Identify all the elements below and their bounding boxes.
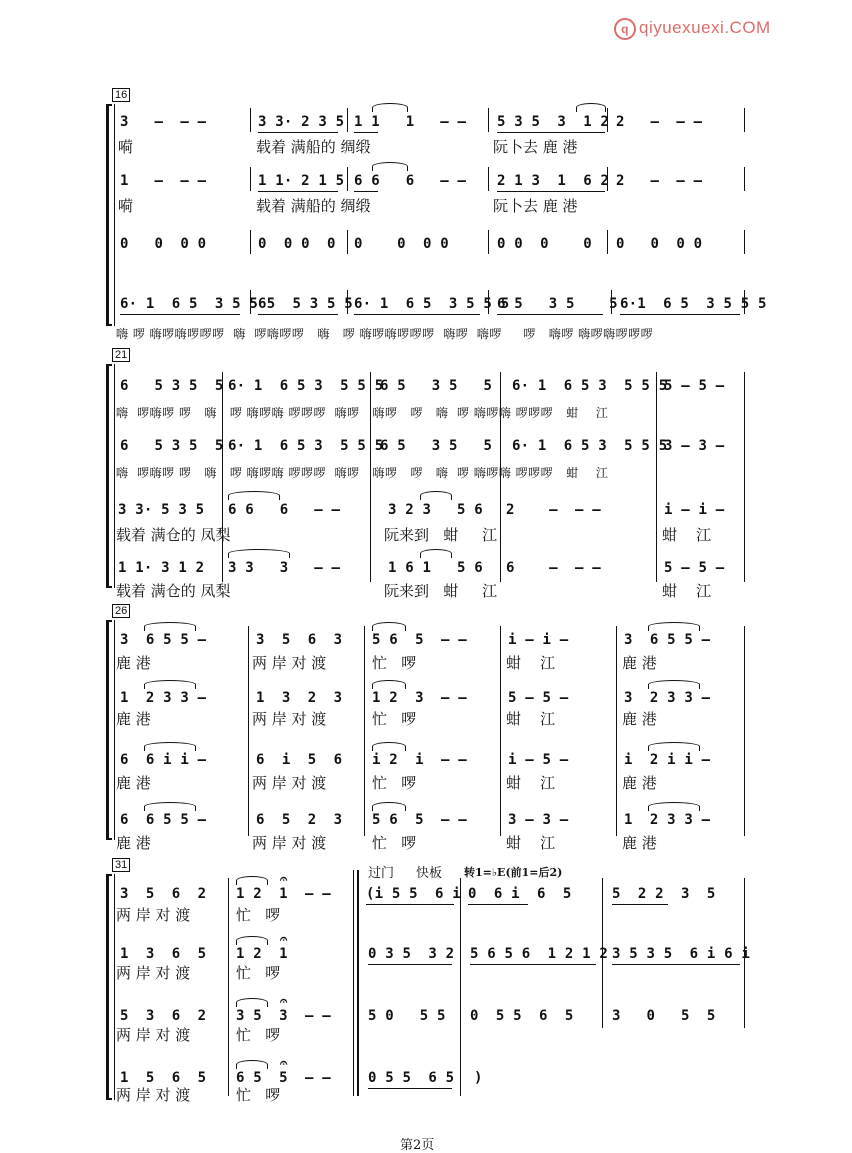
tie xyxy=(144,802,196,811)
lyric: 蚶 江 xyxy=(506,654,556,672)
notes: 1 3 6 5 xyxy=(120,946,207,962)
tie xyxy=(236,998,268,1007)
beam xyxy=(470,964,596,965)
notes: 5 2 2 3 5 xyxy=(612,886,716,902)
fermata-icon: 𝄐 xyxy=(280,1056,288,1071)
notes: 6 5 2 3 xyxy=(256,812,343,828)
lyric: 蚶 江 xyxy=(506,774,556,792)
notes: 5 6 5 – – xyxy=(372,632,467,648)
notes: 6· 1 6 5 3 5 5 5 xyxy=(512,378,668,394)
tie xyxy=(144,742,196,751)
lyric: 鹿 港 xyxy=(116,774,151,792)
lyric: 鹿 港 xyxy=(116,834,151,852)
barline xyxy=(488,108,489,132)
tie xyxy=(648,742,700,751)
measure-number: 21 xyxy=(112,348,130,362)
notes: 3 5 6 3 xyxy=(256,632,343,648)
barline xyxy=(347,290,348,314)
beam xyxy=(497,191,605,192)
lyric: 两 岸 对 渡 xyxy=(252,654,327,672)
lyric: 阮来到 蚶 江 xyxy=(384,526,498,544)
barline xyxy=(744,290,745,314)
notes: 6 5 3 5 5 xyxy=(258,296,353,312)
notes: 6 5 3 5 5 xyxy=(380,438,493,454)
notes: 0 5 5 6 5 xyxy=(368,1070,455,1086)
notes: 2 – – – xyxy=(506,502,601,518)
lyric: 嗬 xyxy=(118,197,134,215)
barline xyxy=(488,230,489,254)
barline xyxy=(248,626,249,836)
notes: 3 3· 5 3 5 xyxy=(118,502,205,518)
measure-number: 31 xyxy=(112,858,130,872)
barline xyxy=(607,230,608,254)
fermata-icon: 𝄐 xyxy=(280,932,288,947)
system-bracket xyxy=(106,620,113,840)
notes: 0 0 0 0 xyxy=(354,236,449,252)
beam xyxy=(612,964,740,965)
lyric: 嗨 啰嗨啰 啰 嗨 啰 嗨啰嗨 啰啰啰 嗨啰 嗨啰 啰 嗨 啰 嗨啰嗨 啰啰啰 蚶 江 xyxy=(116,406,609,420)
notes: 6 – – – xyxy=(506,560,601,576)
notes: 5 3 6 2 xyxy=(120,1008,207,1024)
notes: 5 6 5 6 1 2 1 2 xyxy=(470,946,609,962)
notes: i – i – xyxy=(508,632,569,648)
notes: 1 1 1 – – xyxy=(354,114,467,130)
notes: 0 0 0 0 xyxy=(497,236,592,252)
notes: 6· 1 6 5 3 5 5 5 xyxy=(228,438,384,454)
tie xyxy=(372,103,408,112)
notes: 2 1 3 1 6 2 xyxy=(497,173,610,189)
notes: 1 2 1 xyxy=(236,946,288,962)
key-change-label: 转1=♭E(前1=后2) xyxy=(464,866,563,879)
lyric: 忙 啰 xyxy=(236,1026,281,1044)
system-bracket xyxy=(106,104,113,326)
tie xyxy=(576,103,606,112)
tie xyxy=(648,802,700,811)
tie xyxy=(372,162,408,171)
lyric: 蚶 江 xyxy=(506,834,556,852)
notes: 3 5 3 5 6 i 6 i xyxy=(612,946,751,962)
notes: 3 0 5 5 xyxy=(612,1008,716,1024)
barline xyxy=(744,230,745,254)
lyric: 蚶 江 xyxy=(662,526,712,544)
beam xyxy=(120,314,240,315)
notes: 0 6 i 6 5 xyxy=(468,886,572,902)
notes: 6·1 6 5 3 5 5 5 xyxy=(620,296,767,312)
lyric: 两 岸 对 渡 xyxy=(116,1026,191,1044)
barline xyxy=(602,878,603,1028)
lyric: 两 岸 对 渡 xyxy=(116,964,191,982)
barline xyxy=(500,372,501,582)
barline xyxy=(744,167,745,191)
measure-number: 16 xyxy=(112,88,130,102)
lyric: 嗨 啰 嗨啰嗨啰啰啰 嗨 啰嗨啰啰 嗨 啰 嗨啰嗨啰啰啰 嗨啰 嗨啰 啰 嗨啰 嗨啰嗨啰啰啰 xyxy=(116,327,654,341)
barline xyxy=(228,878,229,1096)
notes: 5 3 5 3 1 2 xyxy=(497,114,610,130)
notes: 6 6 6 – – xyxy=(228,502,341,518)
notes: 6 5 3 5 5 xyxy=(380,378,493,394)
lyric: 载着 满船的 绸缎 xyxy=(256,138,371,156)
tie xyxy=(144,680,196,689)
system-bracket xyxy=(106,364,113,588)
tie xyxy=(144,622,196,631)
notes: i – i – xyxy=(664,502,725,518)
barline xyxy=(364,626,365,836)
fermata-icon: 𝄐 xyxy=(280,872,288,887)
beam xyxy=(354,314,480,315)
notes: i 2 i – – xyxy=(372,752,467,768)
notes: (i 5 5 6 i xyxy=(366,886,461,902)
notes: 6 5 5 – – xyxy=(236,1070,331,1086)
notes: 2 – – – xyxy=(616,173,703,189)
notes: 6· 1 6 5 3 5 5 5 xyxy=(228,378,384,394)
notes: 6 i 5 6 xyxy=(256,752,343,768)
notes: 1 2 3 – – xyxy=(372,690,467,706)
barline xyxy=(611,290,612,314)
lyric: 嗨 啰嗨啰 啰 嗨 啰 嗨啰嗨 啰啰啰 嗨啰 嗨啰 啰 嗨 啰 嗨啰嗨 啰啰啰 蚶 江 xyxy=(116,466,609,480)
notes: 3 6 5 5 – xyxy=(120,632,207,648)
fermata-icon: 𝄐 xyxy=(280,994,288,1009)
tempo-label: 快板 xyxy=(416,866,443,881)
notes: 0 0 0 0 xyxy=(616,236,703,252)
notes: 1 1· 3 1 2 xyxy=(118,560,205,576)
barline xyxy=(744,626,745,836)
notes: 0 0 0 0 xyxy=(258,236,336,252)
notes: 3 2 3 5 6 xyxy=(388,502,483,518)
barline xyxy=(607,108,608,132)
barline xyxy=(488,167,489,191)
barline xyxy=(616,626,617,836)
notes: 3 – 3 – xyxy=(664,438,725,454)
q-logo-icon: q xyxy=(614,18,636,40)
notes: 3 – – – xyxy=(120,114,207,130)
notes: 1 5 6 5 xyxy=(120,1070,207,1086)
tie xyxy=(236,876,268,885)
notes: 6 5 3 5 5 xyxy=(120,378,224,394)
system-barline xyxy=(114,104,115,326)
barline xyxy=(347,108,348,132)
lyric: 鹿 港 xyxy=(116,710,151,728)
notes: 5 – 5 – xyxy=(664,378,725,394)
lyric: 两 岸 对 渡 xyxy=(252,774,327,792)
lyric: 阮卜去 鹿 港 xyxy=(493,138,578,156)
barline xyxy=(347,167,348,191)
barline xyxy=(488,290,489,314)
lyric: 嗬 xyxy=(118,138,134,156)
lyric: 蚶 江 xyxy=(506,710,556,728)
barline xyxy=(656,372,657,582)
notes: 6 6 5 5 – xyxy=(120,812,207,828)
notes: 5 0 5 5 xyxy=(368,1008,446,1024)
barline xyxy=(347,230,348,254)
notes: 0 5 5 6 5 xyxy=(470,1008,574,1024)
lyric: 忙 啰 xyxy=(236,906,281,924)
notes: 0 0 0 0 xyxy=(120,236,207,252)
lyric: 两 岸 对 渡 xyxy=(116,906,191,924)
tie xyxy=(420,549,452,558)
tie xyxy=(648,622,700,631)
notes: 5 6 5 – – xyxy=(372,812,467,828)
notes: 3 3 3 – – xyxy=(228,560,341,576)
notes: 0 3 5 3 2 xyxy=(368,946,455,962)
system-barline xyxy=(114,364,115,588)
lyric: 鹿 港 xyxy=(622,654,657,672)
notes: 6· 1 6 5 3 5 5 5 xyxy=(120,296,276,312)
beam xyxy=(258,314,338,315)
lyric: 忙 啰 xyxy=(236,964,281,982)
beam xyxy=(366,904,454,905)
lyric: 忙 啰 xyxy=(372,654,417,672)
notes: 3 3· 2 3 5 xyxy=(258,114,345,130)
notes: 6 6 i i – xyxy=(120,752,207,768)
notes: 1 2 1 – – xyxy=(236,886,331,902)
notes: ) xyxy=(474,1070,483,1086)
notes: 6 5 3 5 5 xyxy=(497,296,618,312)
tie xyxy=(228,549,290,558)
lyric: 忙 啰 xyxy=(372,710,417,728)
tie xyxy=(236,1060,268,1069)
tie xyxy=(648,680,700,689)
notes: 1 3 2 3 xyxy=(256,690,343,706)
beam xyxy=(497,132,605,133)
beam xyxy=(258,191,338,192)
lyric: 两 岸 对 渡 xyxy=(116,1086,191,1104)
notes: i – 5 – xyxy=(508,752,569,768)
notes: 3 2 3 3 – xyxy=(624,690,711,706)
beam xyxy=(620,314,740,315)
barline xyxy=(370,372,371,582)
notes: 6 6 6 – – xyxy=(354,173,467,189)
lyric: 两 岸 对 渡 xyxy=(252,710,327,728)
notes: 1 – – – xyxy=(120,173,207,189)
notes: 6· 1 6 5 3 5 5 5 xyxy=(512,438,668,454)
barline xyxy=(250,108,251,132)
measure-number: 26 xyxy=(112,604,130,618)
lyric: 载着 满仓的 凤梨 xyxy=(116,526,231,544)
system-barline xyxy=(114,620,115,840)
beam xyxy=(497,314,603,315)
double-barline xyxy=(357,870,359,1096)
lyric: 载着 满船的 绸缎 xyxy=(256,197,371,215)
beam xyxy=(368,964,452,965)
lyric: 载着 满仓的 凤梨 xyxy=(116,582,231,600)
tie xyxy=(372,622,406,631)
tie xyxy=(228,491,280,500)
notes: 1 2 3 3 – xyxy=(624,812,711,828)
notes: 3 5 3 – – xyxy=(236,1008,331,1024)
notes: 3 – 3 – xyxy=(508,812,569,828)
barline xyxy=(500,626,501,836)
notes: 3 6 5 5 – xyxy=(624,632,711,648)
notes: 5 – 5 – xyxy=(664,560,725,576)
barline xyxy=(744,372,745,582)
lyric: 阮卜去 鹿 港 xyxy=(493,197,578,215)
tie xyxy=(372,742,406,751)
barline xyxy=(460,878,461,1096)
barline xyxy=(607,167,608,191)
notes: i 2 i i – xyxy=(624,752,711,768)
barline xyxy=(250,230,251,254)
barline xyxy=(250,167,251,191)
notes: 3 5 6 2 xyxy=(120,886,207,902)
beam xyxy=(354,191,378,192)
lyric: 蚶 江 xyxy=(662,582,712,600)
notes: 1 6 1 5 6 xyxy=(388,560,483,576)
lyric: 两 岸 对 渡 xyxy=(252,834,327,852)
tie xyxy=(236,936,268,945)
notes: 6 5 3 5 5 xyxy=(120,438,224,454)
watermark: q qiyuexuexi.COM xyxy=(614,18,771,40)
notes: 5 – 5 – xyxy=(508,690,569,706)
lyric: 阮来到 蚶 江 xyxy=(384,582,498,600)
notes: 1 1· 2 1 5 xyxy=(258,173,345,189)
system-barline xyxy=(114,874,115,1100)
beam xyxy=(368,1088,452,1089)
beam xyxy=(612,904,668,905)
lyric: 鹿 港 xyxy=(622,774,657,792)
lyric: 忙 啰 xyxy=(236,1086,281,1104)
barline xyxy=(744,108,745,132)
barline xyxy=(744,878,745,1028)
page-number: 第2页 xyxy=(400,1138,435,1153)
beam xyxy=(258,132,338,133)
interlude-label: 过门 xyxy=(368,866,395,881)
lyric: 忙 啰 xyxy=(372,834,417,852)
tie xyxy=(420,491,452,500)
beam xyxy=(468,904,528,905)
lyric: 忙 啰 xyxy=(372,774,417,792)
beam xyxy=(354,132,378,133)
notes: 6· 1 6 5 3 5 5 5 xyxy=(354,296,510,312)
lyric: 鹿 港 xyxy=(622,710,657,728)
lyric: 鹿 港 xyxy=(116,654,151,672)
double-barline xyxy=(353,870,354,1096)
tie xyxy=(372,680,406,689)
barline xyxy=(222,372,223,582)
notes: 2 – – – xyxy=(616,114,703,130)
barline xyxy=(250,290,251,314)
system-bracket xyxy=(106,874,113,1100)
lyric: 鹿 港 xyxy=(622,834,657,852)
tie xyxy=(372,802,406,811)
notes: 1 2 3 3 – xyxy=(120,690,207,706)
